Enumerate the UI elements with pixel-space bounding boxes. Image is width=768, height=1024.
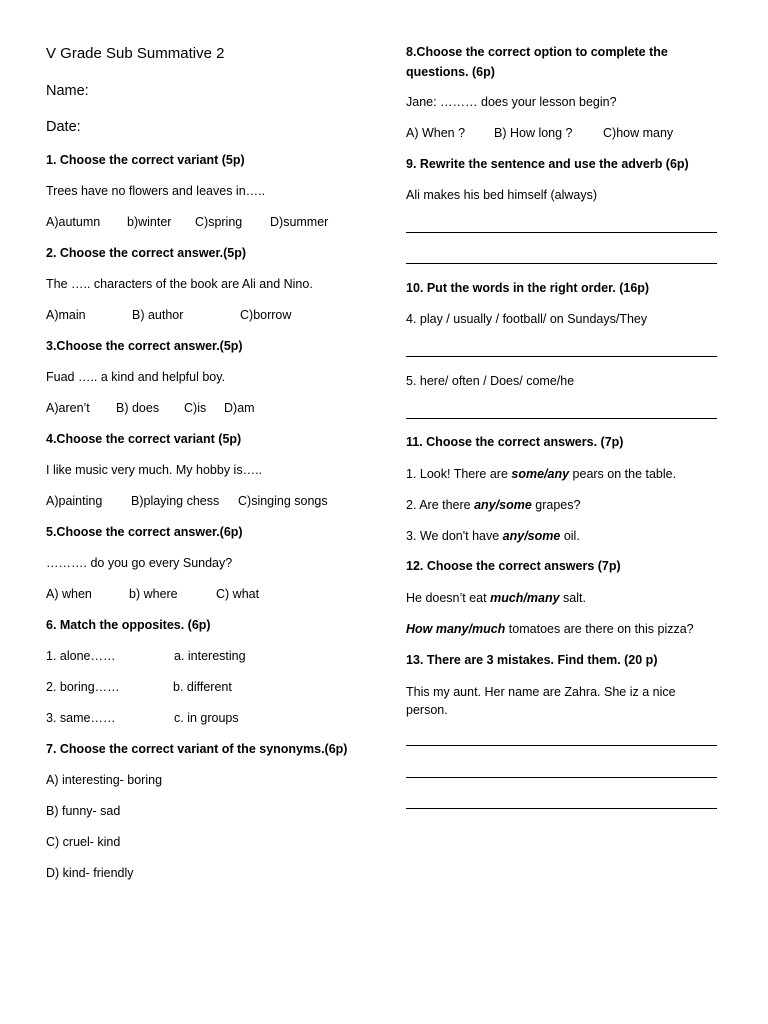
name-label: Name: xyxy=(46,83,89,99)
date-label: Date: xyxy=(46,119,81,135)
q2-option-c: C)borrow xyxy=(240,308,292,322)
q5-text: ………. do you go every Sunday? xyxy=(46,556,233,570)
q6-right-a: a. interesting xyxy=(174,649,246,663)
answer-line xyxy=(406,263,717,264)
q10-item-4: 4. play / usually / football/ on Sundays/They xyxy=(406,312,648,326)
q1-option-a: A)autumn xyxy=(46,215,101,229)
page-title: V Grade Sub Summative 2 xyxy=(46,45,225,62)
q2-text: The ….. characters of the book are Ali and Nino. xyxy=(46,277,313,291)
q9-heading: 9. Rewrite the sentence and use the adverb (6p) xyxy=(406,157,689,171)
q8-heading-line2: questions. (6p) xyxy=(406,65,495,79)
q13-text: This my aunt. Her name are Zahra. She iz a nice person. xyxy=(406,685,676,717)
q10-heading: 10. Put the words in the right order. (16p) xyxy=(406,281,650,295)
q7-item-a: A) interesting- boring xyxy=(46,773,163,787)
q12-heading: 12. Choose the correct answers (7p) xyxy=(406,559,621,573)
q12-sentence-1: He doesn’t eat much/many salt. xyxy=(406,591,586,605)
q12-sentence-2: How many/much tomatoes are there on this pizza? xyxy=(406,622,694,636)
q1-option-d: D)summer xyxy=(270,215,329,229)
q6-heading: 6. Match the opposites. (6p) xyxy=(46,618,211,632)
q2-option-a: A)main xyxy=(46,308,86,322)
q11-sentence-3: 3. We don't have any/some oil. xyxy=(406,529,580,543)
q3-option-d: D)am xyxy=(224,401,255,415)
q6-right-b: b. different xyxy=(173,680,232,694)
q8-option-b: B) How long ? xyxy=(494,126,573,140)
q5-option-c: C) what xyxy=(216,587,260,601)
q5-option-b: b) where xyxy=(129,587,178,601)
q8-text: Jane: ……… does your lesson begin? xyxy=(406,95,617,109)
q8-heading-line1: 8.Choose the correct option to complete the xyxy=(406,45,668,59)
q11-heading: 11. Choose the correct answers. (7p) xyxy=(406,435,624,449)
answer-line xyxy=(406,808,717,809)
q2-heading: 2. Choose the correct answer.(5p) xyxy=(46,246,247,260)
q12-choice-2: How many/much xyxy=(406,622,506,636)
q6-left-3: 3. same…… xyxy=(46,711,116,725)
q1-option-c: C)spring xyxy=(195,215,243,229)
q5-option-a: A) when xyxy=(46,587,92,601)
q7-item-c: C) cruel- kind xyxy=(46,835,121,849)
answer-line xyxy=(406,418,717,419)
q6-left-2: 2. boring…… xyxy=(46,680,120,694)
q11-sentence-2: 2. Are there any/some grapes? xyxy=(406,498,581,512)
q7-item-d: D) kind- friendly xyxy=(46,866,134,880)
answer-line xyxy=(406,745,717,746)
q7-heading: 7. Choose the correct variant of the synonyms.(6p) xyxy=(46,742,348,756)
q8-option-c: C)how many xyxy=(603,126,674,140)
q10-item-5: 5. here/ often / Does/ come/he xyxy=(406,374,575,388)
q4-text: I like music very much. My hobby is….. xyxy=(46,463,263,477)
q1-option-b: b)winter xyxy=(127,215,172,229)
q5-heading: 5.Choose the correct answer.(6p) xyxy=(46,525,243,539)
q11-choice-3: any/some xyxy=(502,529,561,543)
q3-option-c: C)is xyxy=(184,401,207,415)
q4-option-c: C)singing songs xyxy=(238,494,328,508)
q6-left-1: 1. alone…… xyxy=(46,649,116,663)
answer-line xyxy=(406,777,717,778)
q3-heading: 3.Choose the correct answer.(5p) xyxy=(46,339,243,353)
q11-sentence-1: 1. Look! There are some/any pears on the table. xyxy=(406,467,677,481)
q3-text: Fuad ….. a kind and helpful boy. xyxy=(46,370,226,384)
answer-line xyxy=(406,356,717,357)
q6-right-c: c. in groups xyxy=(174,711,239,725)
q3-option-b: B) does xyxy=(116,401,160,415)
q9-text: Ali makes his bed himself (always) xyxy=(406,188,598,202)
q13-heading: 13. There are 3 mistakes. Find them. (20 p) xyxy=(406,653,658,667)
q12-choice-1: much/many xyxy=(490,591,560,605)
q7-item-b: B) funny- sad xyxy=(46,804,121,818)
q1-text: Trees have no flowers and leaves in….. xyxy=(46,184,266,198)
q4-option-a: A)painting xyxy=(46,494,103,508)
q2-option-b: B) author xyxy=(132,308,184,322)
q4-heading: 4.Choose the correct variant (5p) xyxy=(46,432,242,446)
q4-option-b: B)playing chess xyxy=(131,494,220,508)
q11-choice-1: some/any xyxy=(511,467,570,481)
q11-choice-2: any/some xyxy=(474,498,532,512)
q1-heading: 1. Choose the correct variant (5p) xyxy=(46,153,245,167)
q3-option-a: A)aren’t xyxy=(46,401,90,415)
answer-line xyxy=(406,232,717,233)
q8-option-a: A) When ? xyxy=(406,126,466,140)
